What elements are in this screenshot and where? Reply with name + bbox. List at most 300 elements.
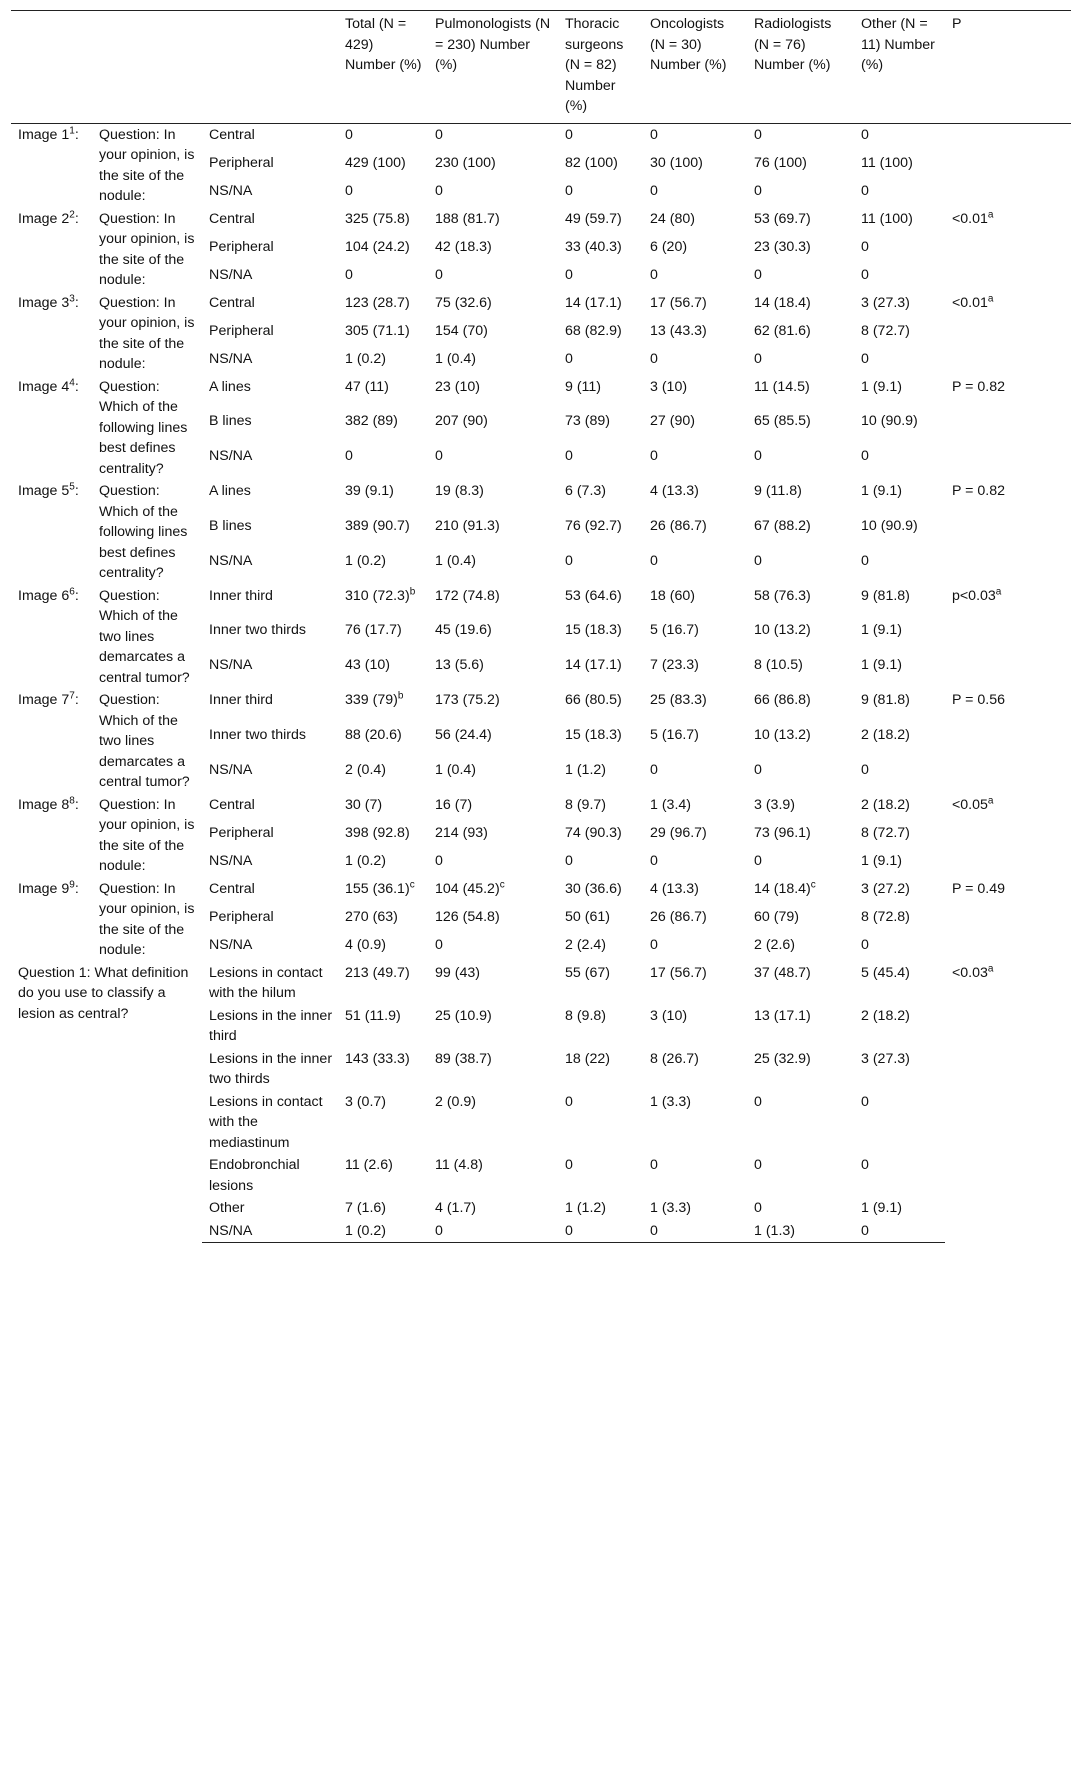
value-cell (558, 320, 643, 348)
value-text: 3 (0.7) (345, 1093, 387, 1110)
value-cell (854, 794, 945, 822)
value-text: 0 (754, 182, 762, 199)
value-text: 8 (72.7) (861, 824, 910, 841)
value-cell (338, 585, 428, 620)
value-text: 76 (92.7) (565, 517, 622, 534)
value-text: 0 (565, 1222, 573, 1239)
value-cell (428, 585, 558, 620)
image-label: Image 1 (18, 126, 70, 143)
image-footnote-mark: 3 (69, 292, 75, 304)
header-cell-answer (202, 11, 338, 124)
value-cell (338, 445, 428, 480)
value-text: 66 (80.5) (565, 692, 622, 708)
table-row (11, 878, 1071, 906)
value-cell (338, 264, 428, 292)
value-cell (338, 1091, 428, 1155)
value-cell (558, 1048, 643, 1091)
value-text: 76 (100) (754, 154, 807, 171)
image-label-cell (11, 208, 92, 292)
value-text: 1 (0.4) (435, 552, 477, 569)
value-cell (747, 1220, 854, 1243)
image-label: Image 3 (18, 294, 70, 311)
value-cell (643, 619, 747, 654)
value-cell (854, 934, 945, 962)
value-cell (643, 878, 747, 906)
p-value: <0.03 (952, 964, 988, 981)
value-cell (643, 850, 747, 878)
value-cell (747, 180, 854, 208)
value-text: 0 (435, 266, 443, 283)
value-text: 0 (435, 448, 443, 465)
value-text: 68 (82.9) (565, 322, 622, 339)
value-cell (854, 1091, 945, 1155)
image-footnote-mark: 8 (69, 794, 75, 806)
p-value-cell (945, 962, 1071, 1243)
image-footnote-mark: 6 (69, 585, 75, 597)
answer-label-cell: Peripheral (209, 322, 274, 339)
answer-label-cell: NS/NA (209, 182, 253, 199)
value-cell (747, 292, 854, 320)
value-text: 0 (565, 350, 573, 367)
value-text: 17 (56.7) (650, 294, 707, 311)
value-text: 76 (17.7) (345, 622, 402, 639)
value-text: 123 (28.7) (345, 294, 410, 311)
value-text: 0 (754, 266, 762, 283)
value-text: 325 (75.8) (345, 210, 410, 227)
value-text: 66 (86.8) (754, 692, 811, 708)
value-cell (854, 208, 945, 236)
value-text: 1 (9.1) (861, 852, 903, 869)
value-text: 7 (1.6) (345, 1200, 387, 1216)
value-text: 42 (18.3) (435, 238, 492, 255)
value-cell (643, 1154, 747, 1197)
value-cell (643, 123, 747, 152)
question-cell: Question: In your opinion, is the site of the nodule: (99, 880, 195, 958)
value-cell (747, 445, 854, 480)
value-cell (643, 515, 747, 550)
value-text: 0 (345, 266, 353, 283)
value-text: 1 (9.1) (861, 657, 903, 674)
value-cell (428, 208, 558, 236)
value-text: 1 (0.4) (435, 761, 477, 778)
question-cell: Question: Which of the two lines demarcates a central tumor? (99, 692, 190, 790)
value-cell (338, 236, 428, 264)
value-text: 3 (10) (650, 1007, 688, 1024)
table-row (11, 794, 1071, 822)
value-text: 53 (64.6) (565, 587, 622, 604)
answer-label-cell: Inner two thirds (209, 726, 306, 743)
value-cell (338, 1005, 428, 1048)
value-text: 9 (81.8) (861, 587, 910, 604)
value-text: 0 (565, 126, 573, 143)
value-cell (854, 850, 945, 878)
value-cell (428, 550, 558, 585)
value-cell (558, 906, 643, 934)
question-cell: Question: In your opinion, is the site of the nodule: (99, 210, 195, 288)
value-text: 0 (754, 761, 762, 778)
value-text: 13 (43.3) (650, 322, 707, 339)
value-text: 1 (9.1) (861, 622, 903, 639)
value-text: 8 (10.5) (754, 657, 803, 674)
value-text: 0 (650, 350, 658, 367)
p-value-cell (945, 585, 1071, 690)
value-text: 0 (861, 182, 869, 199)
value-cell (338, 550, 428, 585)
question-cell: Question: In your opinion, is the site of the nodule: (99, 294, 195, 372)
table-body (11, 123, 1071, 1243)
value-text: 0 (650, 448, 658, 465)
value-cell (558, 123, 643, 152)
value-cell (854, 292, 945, 320)
value-cell (854, 376, 945, 411)
value-cell (747, 1005, 854, 1048)
value-text: 27 (90) (650, 413, 695, 430)
value-text: 4 (0.9) (345, 936, 387, 953)
value-text: 88 (20.6) (345, 726, 402, 743)
image-label: Image 9 (18, 880, 70, 897)
value-cell (338, 962, 428, 1005)
value-text: 0 (650, 761, 658, 778)
value-cell (428, 123, 558, 152)
value-cell (854, 585, 945, 620)
table-row (11, 123, 1071, 152)
value-text: 382 (89) (345, 413, 398, 430)
image-label-cell (11, 480, 92, 585)
value-text: 0 (565, 448, 573, 465)
value-cell (428, 376, 558, 411)
value-cell (854, 1154, 945, 1197)
value-cell (854, 724, 945, 759)
value-cell (338, 934, 428, 962)
value-cell (428, 906, 558, 934)
value-text: 0 (565, 852, 573, 869)
value-text: 9 (11) (565, 378, 602, 395)
value-cell (338, 906, 428, 934)
value-cell (428, 619, 558, 654)
value-text: 62 (81.6) (754, 322, 811, 339)
value-cell (643, 822, 747, 850)
value-cell (558, 878, 643, 906)
value-cell (854, 878, 945, 906)
value-text: 11 (14.5) (754, 378, 810, 395)
value-cell (854, 123, 945, 152)
value-cell (747, 689, 854, 724)
value-text: 126 (54.8) (435, 908, 500, 925)
value-text: 0 (861, 552, 869, 569)
value-cell (643, 348, 747, 376)
value-text: 0 (435, 852, 443, 869)
value-cell (428, 1048, 558, 1091)
value-cell (747, 152, 854, 180)
p-value: <0.05 (952, 796, 988, 813)
value-text: 10 (90.9) (861, 413, 918, 430)
value-text: 2 (2.6) (754, 936, 796, 953)
value-text: 10 (90.9) (861, 517, 918, 534)
answer-label-cell: B lines (209, 413, 252, 430)
value-cell (643, 480, 747, 515)
value-cell (558, 689, 643, 724)
answer-label-cell: A lines (209, 378, 251, 395)
value-text: 2 (2.4) (565, 936, 607, 953)
value-text: 17 (56.7) (650, 964, 707, 981)
value-cell (428, 794, 558, 822)
definition-question-cell: Question 1: What definition do you use to classify a lesion as central? (18, 964, 189, 1022)
footnote-mark: b (409, 585, 416, 597)
value-text: 56 (24.4) (435, 726, 492, 743)
value-text: 172 (74.8) (435, 587, 500, 604)
answer-label-cell: NS/NA (209, 852, 253, 869)
value-text: 214 (93) (435, 824, 488, 841)
value-text: 2 (0.4) (345, 761, 387, 778)
value-cell (854, 445, 945, 480)
value-text: 8 (26.7) (650, 1050, 699, 1067)
value-text: 0 (650, 852, 658, 869)
value-text: 207 (90) (435, 413, 488, 430)
value-text: 47 (11) (345, 378, 389, 395)
value-text: 82 (100) (565, 154, 618, 171)
question-cell: Question: In your opinion, is the site of the nodule: (99, 126, 195, 204)
value-cell (747, 1154, 854, 1197)
value-text: 143 (33.3) (345, 1050, 410, 1067)
image-label-cell (11, 878, 92, 962)
p-value: P = 0.49 (952, 880, 1005, 897)
value-cell (338, 208, 428, 236)
value-text: 0 (861, 448, 869, 465)
value-cell (643, 292, 747, 320)
value-cell (854, 152, 945, 180)
value-cell (854, 320, 945, 348)
image-label-suffix: : (74, 126, 79, 143)
definition-label-cell: Endobronchial lesions (209, 1157, 300, 1194)
question-cell: Question: Which of the following lines best defines centrality? (99, 378, 188, 477)
value-text: 0 (435, 936, 443, 953)
header-cell-thoracic-surgeons: Thoracic surgeons (N = 82) Number (%) (565, 16, 624, 114)
value-cell (558, 794, 643, 822)
value-text: 270 (63) (345, 908, 398, 925)
value-text: 5 (16.7) (650, 622, 699, 639)
value-cell (338, 180, 428, 208)
value-text: 65 (85.5) (754, 413, 811, 430)
value-cell (428, 850, 558, 878)
value-cell (747, 348, 854, 376)
value-text: 25 (10.9) (435, 1007, 492, 1024)
header-cell-image (11, 11, 92, 124)
value-cell (558, 480, 643, 515)
table-header (11, 11, 1071, 124)
value-text: 0 (565, 182, 573, 199)
value-text: 0 (754, 552, 762, 569)
definition-label-cell: Lesions in the inner two thirds (209, 1050, 333, 1087)
value-text: 0 (650, 126, 658, 143)
p-footnote-mark: a (995, 585, 1002, 597)
value-cell (338, 320, 428, 348)
value-cell (747, 962, 854, 1005)
value-text: 1 (9.1) (861, 483, 903, 499)
table-row (11, 585, 1071, 620)
definition-label-cell: NS/NA (202, 1220, 338, 1243)
value-text: 0 (650, 1157, 658, 1173)
value-text: 0 (754, 448, 762, 465)
answer-label-cell: B lines (209, 517, 252, 534)
image-label-suffix: : (74, 294, 79, 311)
value-text: 0 (861, 126, 869, 143)
value-text: 0 (650, 182, 658, 199)
value-cell (854, 348, 945, 376)
value-text: 6 (7.3) (565, 483, 607, 499)
value-cell (428, 515, 558, 550)
value-text: 0 (754, 1093, 762, 1110)
value-text: 14 (17.1) (565, 657, 622, 674)
value-text: 10 (13.2) (754, 622, 811, 639)
value-text: 67 (88.2) (754, 517, 811, 534)
value-cell (854, 180, 945, 208)
value-cell (338, 1220, 428, 1243)
value-cell (643, 689, 747, 724)
value-text: 10 (13.2) (754, 726, 811, 743)
image-label-suffix: : (74, 796, 79, 813)
value-cell (338, 1197, 428, 1220)
value-cell (747, 410, 854, 445)
value-text: 2 (18.2) (861, 796, 910, 813)
value-cell (428, 822, 558, 850)
value-text: 210 (91.3) (435, 517, 500, 534)
value-cell (643, 1197, 747, 1220)
value-cell (428, 264, 558, 292)
value-cell (747, 850, 854, 878)
answer-label-cell: NS/NA (209, 936, 253, 953)
p-value-cell (945, 480, 1071, 585)
value-text: 0 (435, 126, 443, 143)
value-text: 3 (27.3) (861, 294, 910, 311)
value-text: 0 (754, 126, 762, 143)
table-row (11, 480, 1071, 515)
value-cell (338, 152, 428, 180)
value-cell (643, 236, 747, 264)
value-cell (428, 654, 558, 689)
value-text: 0 (650, 552, 658, 569)
value-text: 0 (861, 936, 869, 953)
value-cell (428, 480, 558, 515)
value-text: 25 (32.9) (754, 1050, 811, 1067)
value-cell (643, 654, 747, 689)
value-text: 8 (9.7) (565, 796, 607, 813)
answer-label-cell: A lines (209, 483, 251, 499)
value-cell (747, 934, 854, 962)
value-cell (338, 376, 428, 411)
value-text: 13 (17.1) (754, 1007, 811, 1024)
answer-label-cell: Inner third (209, 692, 273, 708)
value-text: 39 (9.1) (345, 483, 394, 499)
definition-label-cell: Lesions in contact with the mediastinum (209, 1093, 323, 1151)
p-value: <0.01 (952, 294, 988, 311)
value-cell (338, 878, 428, 906)
value-cell (558, 724, 643, 759)
value-text: 305 (71.1) (345, 322, 410, 339)
header-cell-pulmonologists: Pulmonologists (N = 230) Number (%) (435, 16, 551, 73)
value-text: 154 (70) (435, 322, 488, 339)
p-value: P = 0.82 (952, 378, 1005, 395)
p-footnote-mark: a (987, 208, 994, 220)
definition-label-cell: Lesions in contact with the hilum (209, 964, 323, 1001)
value-text: 0 (650, 266, 658, 283)
table-row (11, 208, 1071, 236)
value-cell (643, 550, 747, 585)
value-text: 58 (76.3) (754, 587, 811, 604)
value-cell (338, 1154, 428, 1197)
value-cell (747, 208, 854, 236)
value-text: 0 (861, 238, 869, 255)
value-cell (558, 619, 643, 654)
image-footnote-mark: 9 (69, 878, 75, 890)
image-label-cell (11, 376, 92, 481)
value-cell (558, 962, 643, 1005)
value-text: 9 (11.8) (754, 483, 802, 499)
value-cell (643, 724, 747, 759)
value-text: 173 (75.2) (435, 692, 500, 708)
p-value: <0.01 (952, 210, 988, 227)
value-cell (747, 264, 854, 292)
value-cell (558, 1005, 643, 1048)
value-cell (558, 1091, 643, 1155)
value-cell (854, 619, 945, 654)
value-cell (428, 348, 558, 376)
value-cell (428, 180, 558, 208)
value-cell (643, 208, 747, 236)
p-value-cell (945, 794, 1071, 878)
value-cell (854, 689, 945, 724)
value-text: 50 (61) (565, 908, 610, 925)
answer-label-cell: Inner two thirds (209, 622, 306, 639)
value-cell (558, 850, 643, 878)
value-cell (338, 724, 428, 759)
value-cell (428, 292, 558, 320)
value-cell (643, 1005, 747, 1048)
value-text: 33 (40.3) (565, 238, 622, 255)
results-table (11, 10, 1071, 1243)
header-cell-total: Total (N = 429) Number (%) (345, 16, 422, 73)
value-text: 0 (754, 1200, 762, 1216)
value-cell (338, 654, 428, 689)
value-text: 14 (18.4) (754, 294, 811, 311)
value-text: 73 (96.1) (754, 824, 811, 841)
value-cell (643, 585, 747, 620)
value-cell (643, 962, 747, 1005)
value-cell (428, 445, 558, 480)
value-cell (643, 906, 747, 934)
answer-label-cell: NS/NA (209, 266, 253, 283)
p-value-cell (945, 878, 1071, 962)
answer-label-cell: Central (209, 126, 255, 143)
value-cell (428, 320, 558, 348)
value-text: 310 (72.3) (345, 587, 410, 604)
value-cell (643, 180, 747, 208)
value-text: 26 (86.7) (650, 517, 707, 534)
p-value-cell (945, 376, 1071, 481)
answer-label-cell: NS/NA (209, 552, 253, 569)
value-text: 104 (24.2) (345, 238, 410, 255)
image-footnote-mark: 5 (69, 481, 75, 493)
value-cell (747, 794, 854, 822)
value-cell (643, 445, 747, 480)
value-text: 8 (72.7) (861, 322, 910, 339)
value-cell (338, 410, 428, 445)
p-footnote-mark: a (987, 794, 994, 806)
value-cell (747, 759, 854, 794)
image-label-suffix: : (74, 483, 79, 499)
p-value: P = 0.56 (952, 692, 1005, 708)
image-label: Image 5 (18, 483, 70, 499)
image-label-suffix: : (74, 210, 79, 227)
